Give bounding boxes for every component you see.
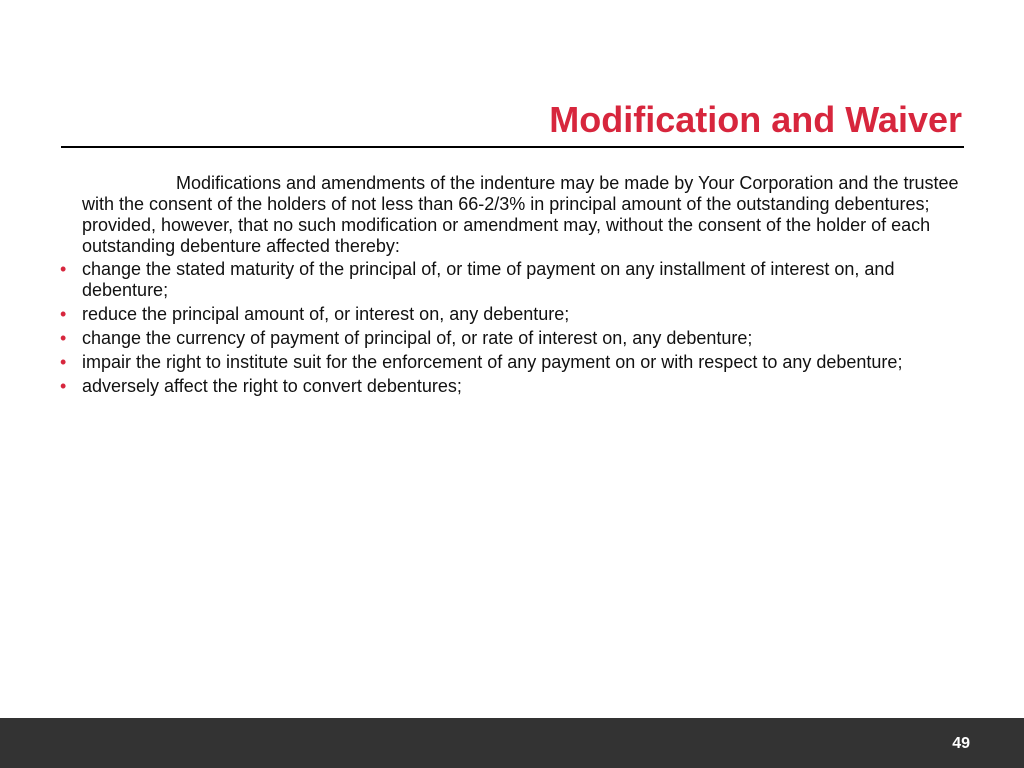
bullet-icon: • <box>60 328 67 348</box>
title-divider <box>61 146 964 148</box>
list-item-text: reduce the principal amount of, or interest on, any debenture; <box>82 304 570 324</box>
list-item <box>60 259 960 301</box>
slide-title: Modification and Waiver <box>549 99 962 140</box>
intro-paragraph: Modifications and amendments of the indenture may be made by Your Corporation and the trustee with the consent of the holders of not less than 66-2/3% in principal amount of the outstanding debentures; provided, however, that no such modification or amendment may, without the consent of the holder of each outstanding debenture affected thereby: <box>82 173 959 256</box>
list-item <box>60 328 960 349</box>
footer-bar <box>0 718 1024 768</box>
bullet-icon: • <box>60 259 67 279</box>
bullet-icon: • <box>60 376 67 396</box>
list-item-text: change the stated maturity of the principal of, or time of payment on any installment of interest on, and debenture; <box>82 259 895 300</box>
page-number: 49 <box>952 735 970 752</box>
bullet-icon: • <box>60 352 67 372</box>
list-item <box>60 304 960 325</box>
list-item <box>60 352 960 373</box>
bullet-icon: • <box>60 304 67 324</box>
list-item-text: impair the right to institute suit for the enforcement of any payment on or with respect to any debenture; <box>82 352 903 372</box>
bullet-list <box>60 259 960 397</box>
slide-body <box>60 173 960 400</box>
list-item-text: adversely affect the right to convert debentures; <box>82 376 462 396</box>
list-item-text: change the currency of payment of principal of, or rate of interest on, any debenture; <box>82 328 753 348</box>
list-item <box>60 376 960 397</box>
